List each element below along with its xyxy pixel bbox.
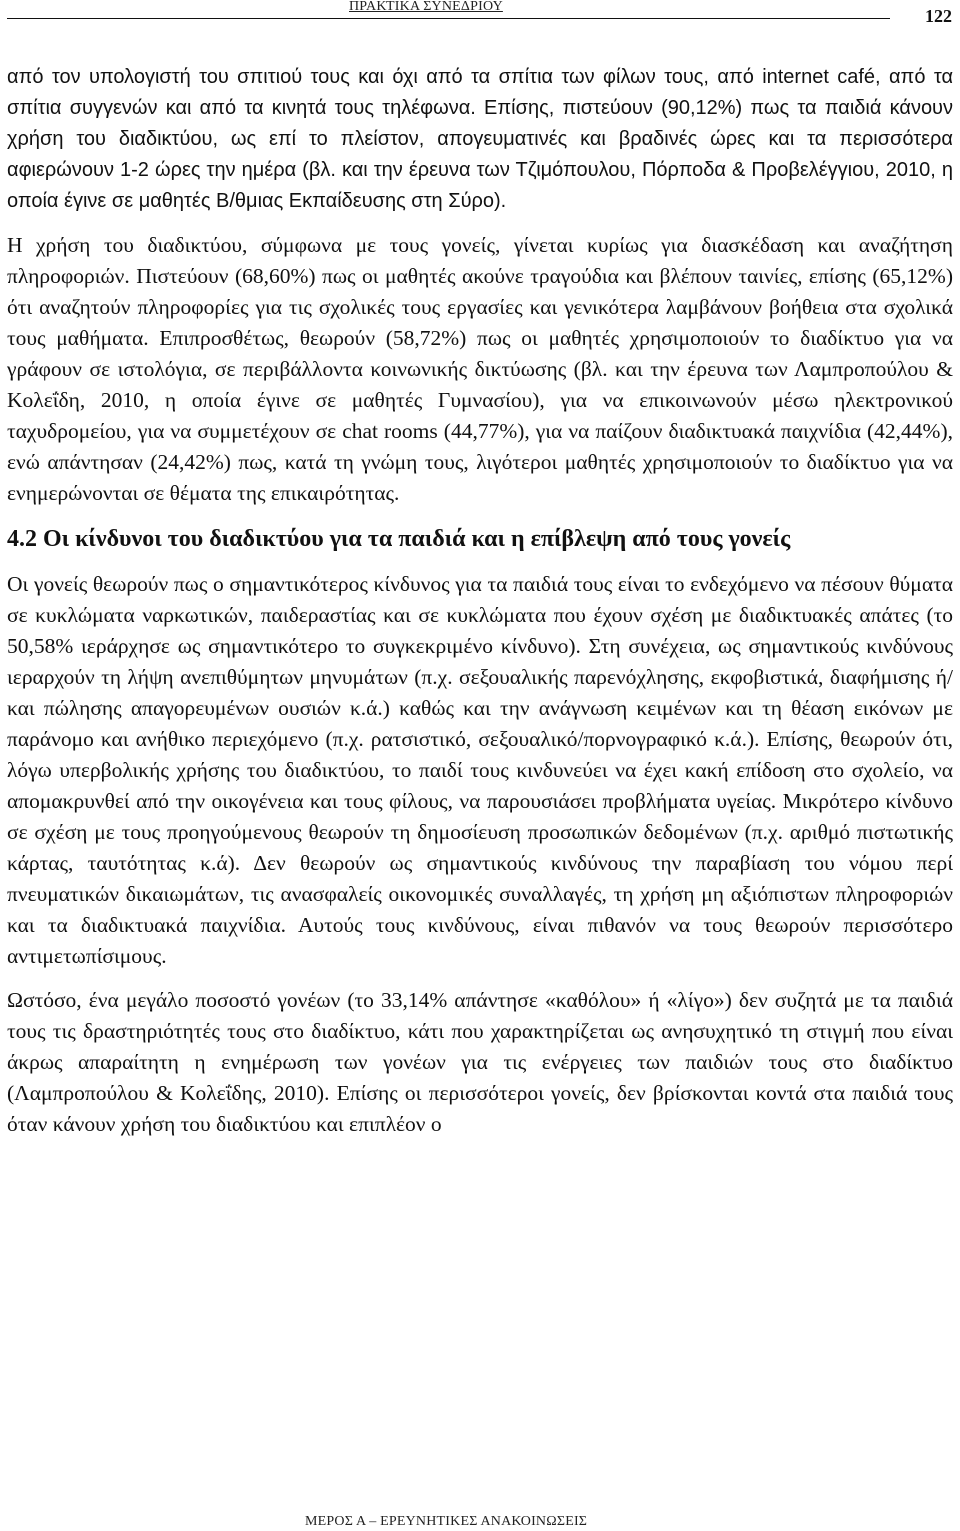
body-content — [7, 62, 953, 1140]
running-footer: ΜΕΡΟΣ Α – ΕΡΕΥΝΗΤΙΚΕΣ ΑΝΑΚΟΙΝΩΣΕΙΣ — [305, 1514, 588, 1529]
section-paragraph-1: Οι γονείς θεωρούν πως ο σημαντικότερος κίνδυνος για τα παιδιά τους είναι το ενδεχόμενο να πέσουν θύματα σε κυκλώματα ναρκωτικών, παιδεραστίας και σε κυκλώματα που έχουν σχέση με διαδικτυακές απάτες (το 50,58% ιεράρχησε ως σημαντικότερο το συγκεκριμένο κίνδυνο). Στη συνέχεια, ως σημαντικούς κινδύνους ιεραρχούν τη λήψη ανεπιθύμητων μηνυμάτων (π.χ. σεξουαλικής παρενόχλησης, εκφοβιστικά, διαφήμισης ή/και πώλησης απαγορευμένων ουσιών κ.ά.) καθώς και την ανάγνωση κειμένων και τη θέαση εικόνων με παράνομο και ανήθικο περιεχόμενο (π.χ. ρατσιστικό, σεξουαλικό/πορνογραφικό κ.ά.). Επίσης, θεωρούν ότι, λόγω υπερβολικής χρήσης του διαδικτύου, το παιδί τους κινδυνεύει να έχει κακή επίδοση στο σχολείο, να απομακρυνθεί από την οικογένεια και τους φίλους, να παρουσιάσει προβλήματα υγείας. Μικρότερο κίνδυνο σε σχέση με τους προηγούμενους θεωρούν τη δημοσίευση προσωπικών δεδομένων (π.χ. αριθμό πιστωτικής κάρτας, ταυτότητας κ.ά). Δεν θεωρούν ως σημαντικούς κινδύνους την παραβίαση του νόμου περί πνευματικών δικαιωμάτων, τις ανασφαλείς οικονομικές συναλλαγές, τη χρήση μη αξιόπιστων πληροφοριών και τα διαδικτυακά παιχνίδια. Αυτούς τους κινδύνους, είναι πιθανόν να τους θεωρούν περισσότερο αντιμετωπίσιμους. — [7, 572, 953, 968]
body-paragraph-2: Η χρήση του διαδικτύου, σύμφωνα με τους γονείς, γίνεται κυρίως για διασκέδαση και αναζήτηση πληροφοριών. Πιστεύουν (68,60%) πως οι μαθητές ακούνε τραγούδια και βλέπουν ταινίες, επίσης (65,12%) ότι αναζητούν πληροφορίες για τις σχολικές τους εργασίες και γενικότερα λαμβάνουν βοήθεια στα σχολικά τους μαθήματα. Επιπροσθέτως, θεωρούν (58,72%) πως οι μαθητές χρησιμοποιούν το διαδίκτυο για να γράφουν σε ιστολόγια, σε περιβάλλοντα κοινωνικής δικτύωσης (βλ. και την έρευνα των Λαμπροπούλου & Κολεΐδη, 2010, η οποία έγινε σε μαθητές Γυμνασίου), για να επικοινωνούν μέσω ηλεκτρονικού ταχυδρομείου, για να συμμετέχουν σε chat rooms (44,77%), για να παίζουν διαδικτυακά παιχνίδια (42,44%), ενώ απάντησαν (24,42%) πως, κατά τη γνώμη τους, λιγότεροι μαθητές χρησιμοποιούν το διαδίκτυο για να ενημερώνονται σε θέματα της επικαιρότητας. — [7, 233, 953, 505]
header-divider — [7, 18, 890, 19]
running-header: ΠΡΑΚΤΙΚΑ ΣΥΝΕΔΡΙΟΥ — [349, 0, 503, 14]
section-paragraph-2: Ωστόσο, ένα μεγάλο ποσοστό γονέων (το 33,14% απάντησε «καθόλου» ή «λίγο») δεν συζητά με τα παιδιά τους τις δραστηριότητές τους στο διαδίκτυο, κάτι που χαρακτηρίζεται ως ανησυχητικό τη στιγμή που είναι άκρως απαραίτητη η ενημέρωση των γονέων για τις ενέργειες των παιδιών τους στο διαδίκτυο (Λαμπροπούλου & Κολεΐδης, 2010). Επίσης οι περισσότεροι γονείς, δεν βρίσκονται κοντά στα παιδιά τους όταν κάνουν χρήση του διαδικτύου και επιπλέον ο — [7, 988, 953, 1136]
page-number: 122 — [925, 6, 952, 26]
body-paragraph-1: από τον υπολογιστή του σπιτιού τους και όχι από τα σπίτια των φίλων τους, από internet café, από τα σπίτια συγγενών και από τα κινητά τους τηλέφωνα. Επίσης, πιστεύουν (90,12%) πως τα παιδιά κάνουν χρήση του διαδικτύου, ως επί το πλείστον, απογευματινές και βραδινές ώρες και τα περισσότερα αφιερώνουν 1-2 ώρες την ημέρα (βλ. και την έρευνα των Τζιμόπουλου, Πόρποδα & Προβελέγγιου, 2010, η οποία έγινε σε μαθητές Β/θμιας Εκπαίδευσης στη Σύρο). — [7, 66, 953, 212]
section-heading: 4.2 Οι κίνδυνοι του διαδικτύου για τα παιδιά και η επίβλεψη από τους γονείς — [7, 526, 791, 552]
